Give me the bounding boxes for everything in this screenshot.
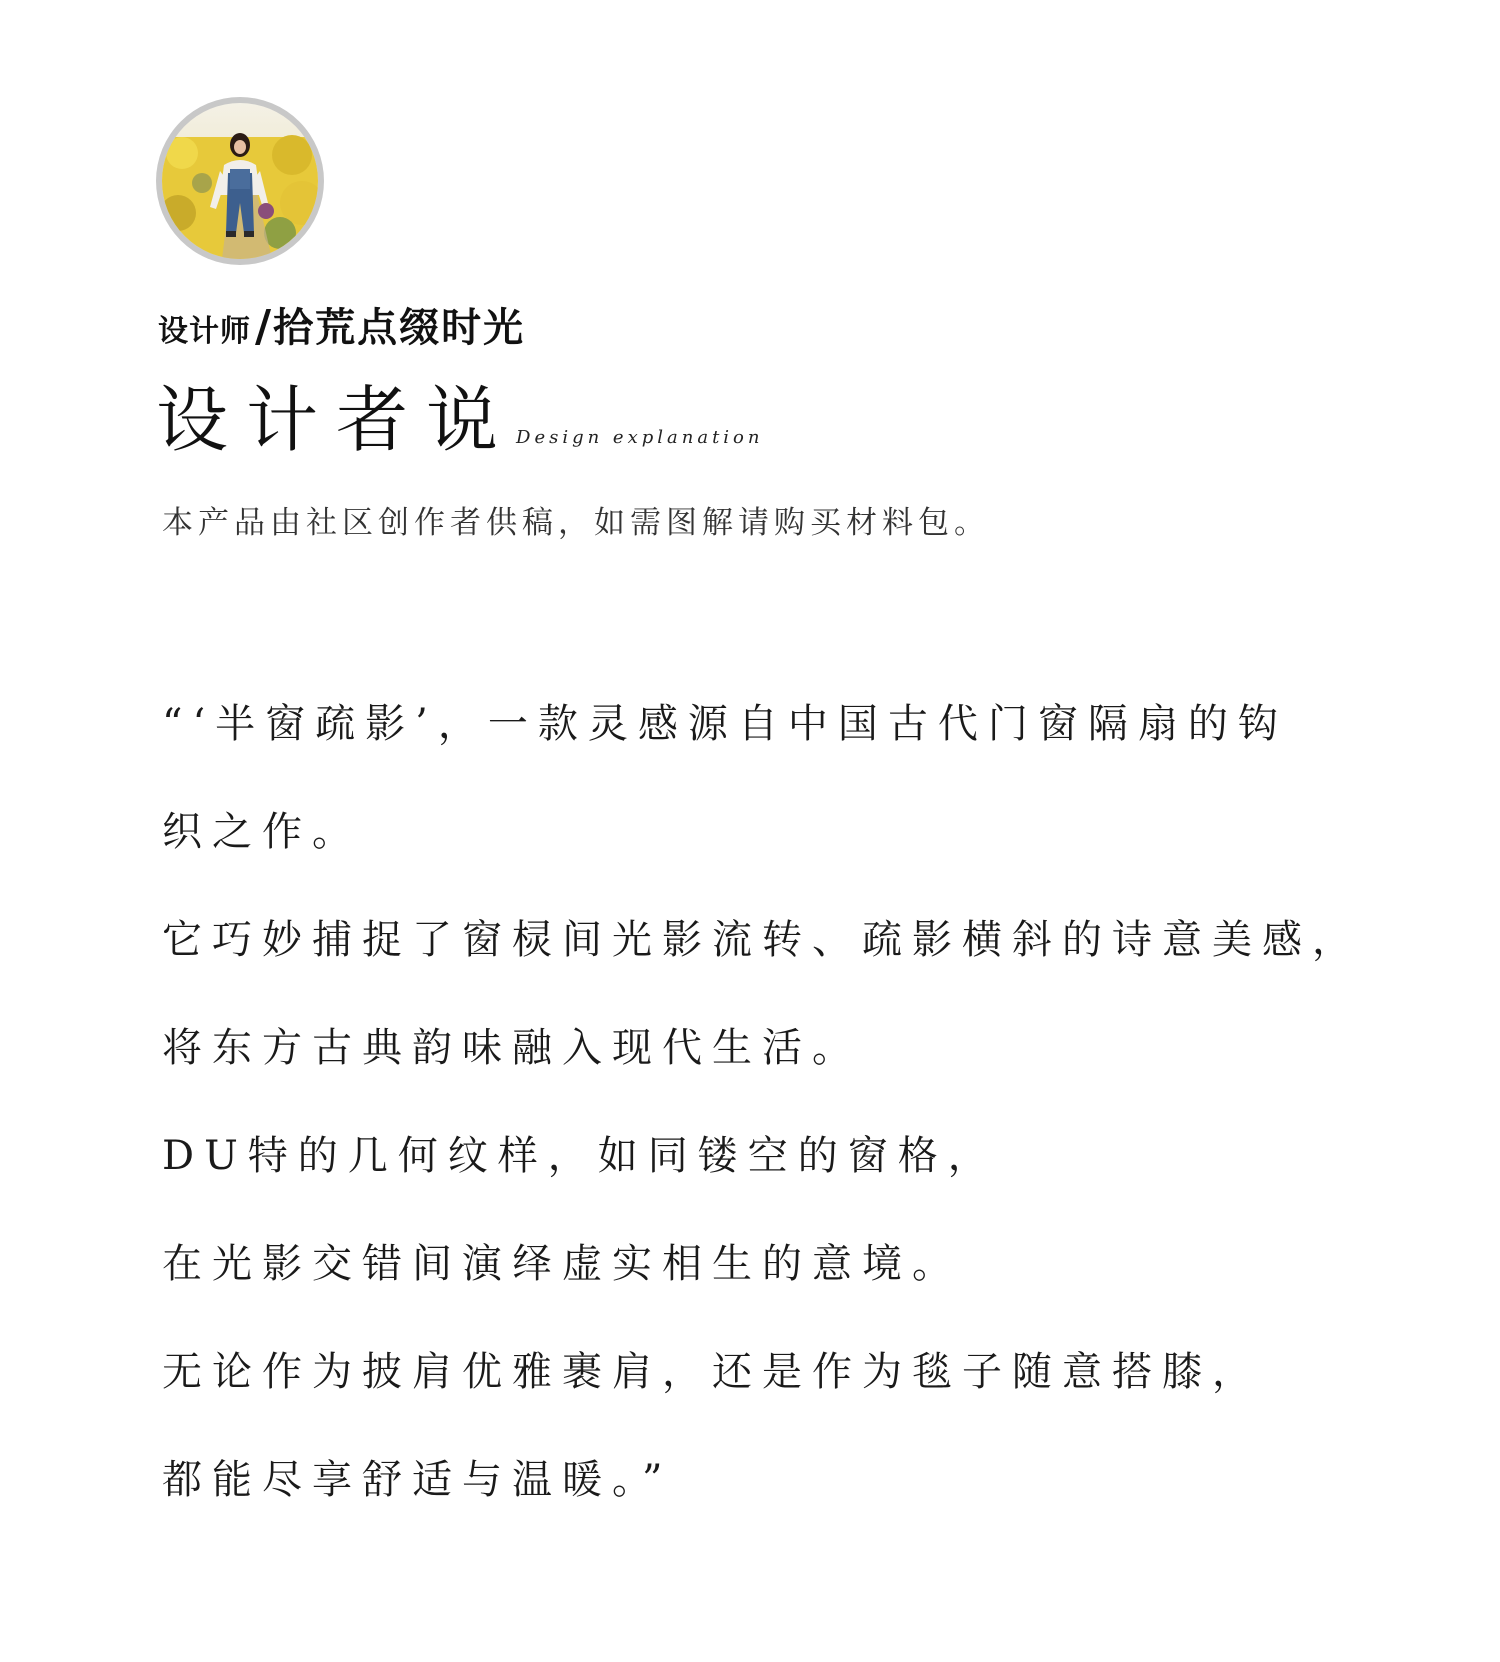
designer-credit — [158, 296, 526, 352]
section-heading — [156, 378, 764, 462]
designer-role: 设计师 — [158, 314, 251, 349]
quote-line: 织之作。 — [162, 809, 362, 855]
section-subtitle: Design explanation — [516, 427, 764, 448]
quote-line: 在光影交错间演绎虚实相生的意境。 — [162, 1241, 962, 1287]
avatar-photo — [162, 103, 318, 259]
quote-line: 都能尽享舒适与温暖。” — [162, 1457, 673, 1503]
quote-line: 将东方古典韵味融入现代生活。 — [162, 1025, 862, 1071]
section-title: 设计者说 — [156, 378, 517, 462]
designer-separator: / — [255, 301, 272, 352]
designer-quote — [162, 670, 1472, 1534]
designer-name: 拾荒点缀时光 — [273, 305, 526, 351]
quote-line: 无论作为披肩优雅裹肩，还是作为毯子随意搭膝， — [162, 1349, 1262, 1395]
designer-avatar — [156, 97, 324, 265]
quote-line: DU特的几何纹样，如同镂空的窗格， — [162, 1133, 998, 1179]
quote-line: “‘半窗疏影’，一款灵感源自中国古代门窗隔扇的钩 — [162, 701, 1288, 747]
quote-line: 它巧妙捕捉了窗棂间光影流转、疏影横斜的诗意美感， — [162, 917, 1362, 963]
purchase-notice: 本产品由社区创作者供稿，如需图解请购买材料包。 — [162, 505, 990, 541]
